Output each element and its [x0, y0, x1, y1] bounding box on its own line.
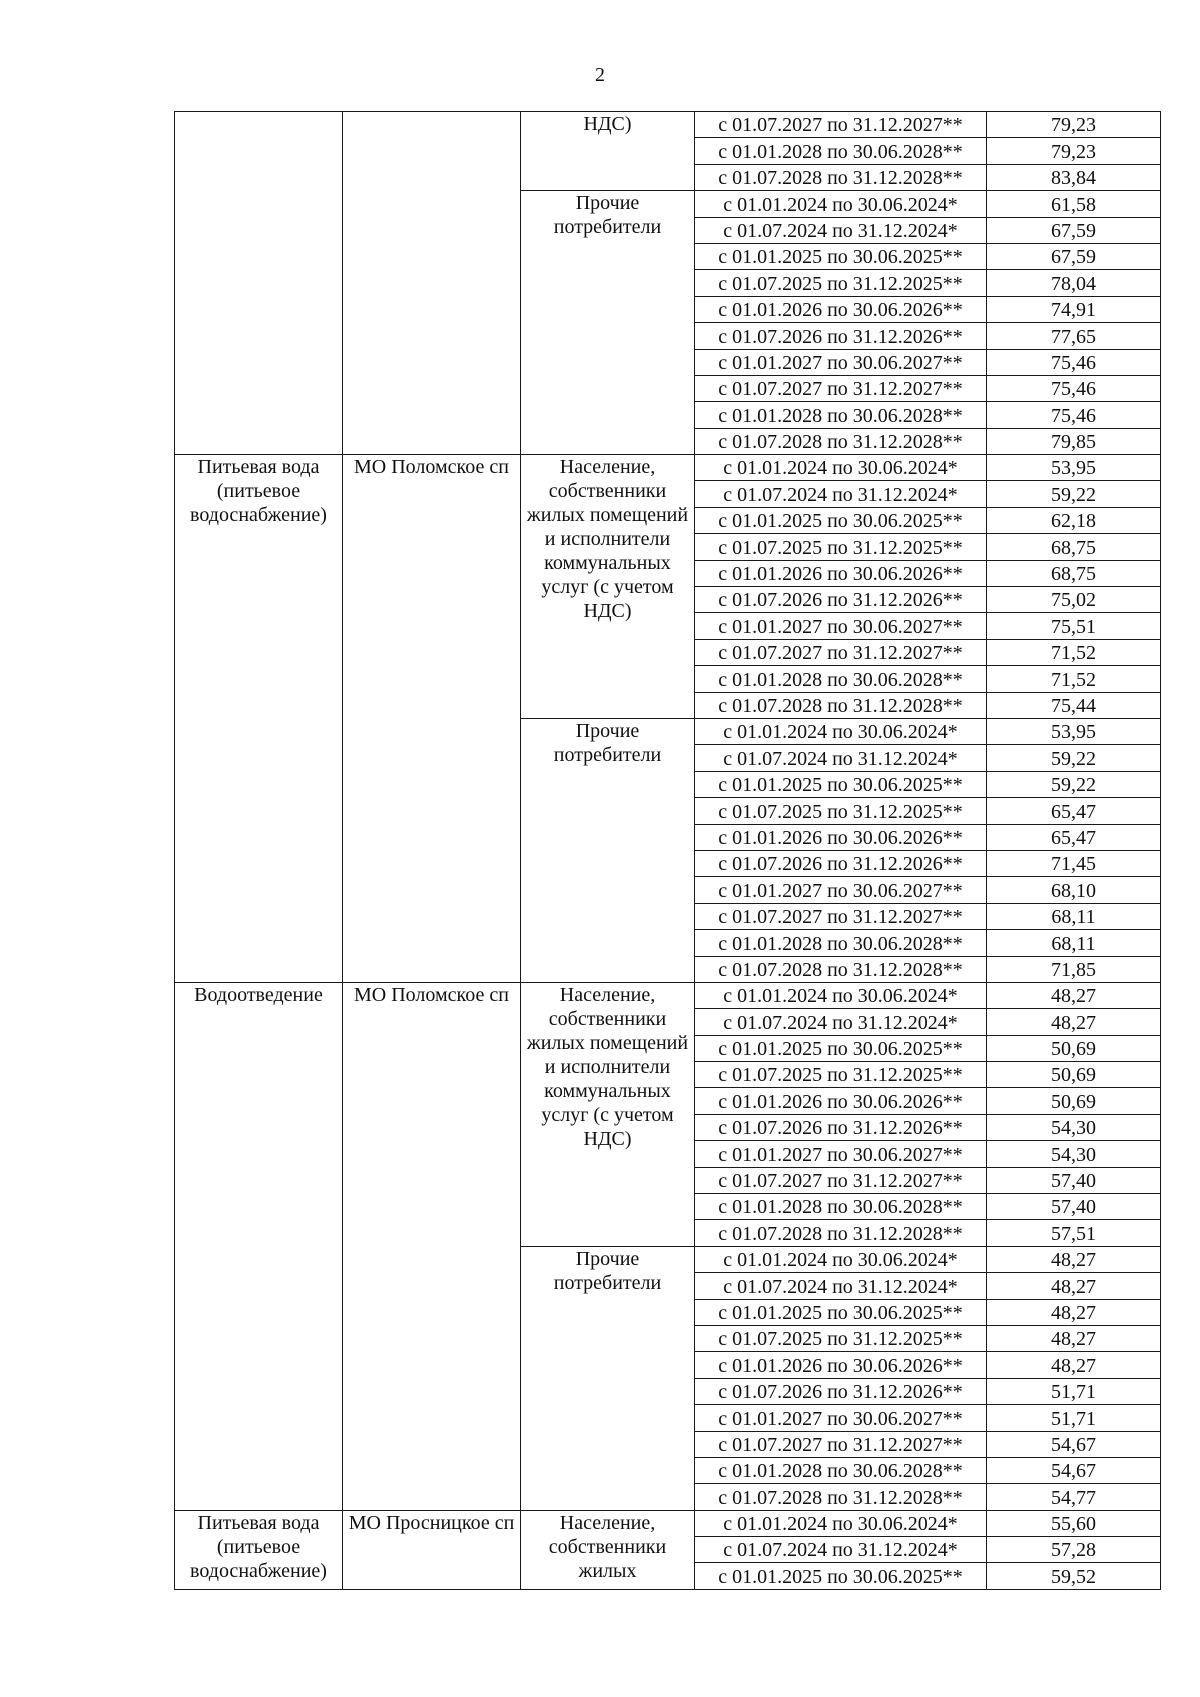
rate-cell: 71,52: [987, 666, 1161, 692]
rate-cell: 75,46: [987, 349, 1161, 375]
consumer-group-cell: Прочие потребители: [521, 718, 695, 982]
period-cell: с 01.07.2024 по 31.12.2024*: [695, 1537, 987, 1563]
rate-cell: 68,11: [987, 930, 1161, 956]
rate-cell: 75,02: [987, 587, 1161, 613]
period-cell: с 01.01.2027 по 30.06.2027**: [695, 877, 987, 903]
period-cell: с 01.07.2027 по 31.12.2027**: [695, 1167, 987, 1193]
period-cell: с 01.07.2028 по 31.12.2028**: [695, 692, 987, 718]
rate-cell: 48,27: [987, 1009, 1161, 1035]
table-row: [175, 982, 1161, 1008]
period-cell: с 01.01.2028 по 30.06.2028**: [695, 138, 987, 164]
rate-cell: 55,60: [987, 1510, 1161, 1536]
period-cell: с 01.07.2024 по 31.12.2024*: [695, 217, 987, 243]
rate-cell: 77,65: [987, 323, 1161, 349]
tariff-table: [174, 111, 1161, 1590]
period-cell: с 01.07.2024 по 31.12.2024*: [695, 1273, 987, 1299]
rate-cell: 53,95: [987, 718, 1161, 744]
rate-cell: 48,27: [987, 1352, 1161, 1378]
rate-cell: 68,10: [987, 877, 1161, 903]
period-cell: с 01.07.2025 по 31.12.2025**: [695, 1325, 987, 1351]
rate-cell: 59,22: [987, 771, 1161, 797]
rate-cell: 79,23: [987, 138, 1161, 164]
period-cell: с 01.01.2025 по 30.06.2025**: [695, 1299, 987, 1325]
rate-cell: 48,27: [987, 982, 1161, 1008]
rate-cell: 59,22: [987, 745, 1161, 771]
rate-cell: 67,59: [987, 217, 1161, 243]
rate-cell: 71,85: [987, 956, 1161, 982]
rate-cell: 68,75: [987, 560, 1161, 586]
period-cell: с 01.07.2026 по 31.12.2026**: [695, 850, 987, 876]
period-cell: с 01.07.2025 по 31.12.2025**: [695, 270, 987, 296]
period-cell: с 01.01.2028 по 30.06.2028**: [695, 402, 987, 428]
rate-cell: 75,46: [987, 402, 1161, 428]
period-cell: с 01.07.2028 по 31.12.2028**: [695, 164, 987, 190]
period-cell: с 01.01.2027 по 30.06.2027**: [695, 349, 987, 375]
municipality-cell: [343, 112, 521, 455]
period-cell: с 01.07.2025 по 31.12.2025**: [695, 798, 987, 824]
rate-cell: 48,27: [987, 1246, 1161, 1272]
period-cell: с 01.07.2027 по 31.12.2027**: [695, 375, 987, 401]
rate-cell: 57,40: [987, 1167, 1161, 1193]
rate-cell: 79,85: [987, 428, 1161, 454]
period-cell: с 01.07.2026 по 31.12.2026**: [695, 1378, 987, 1404]
period-cell: с 01.01.2025 по 30.06.2025**: [695, 1563, 987, 1589]
period-cell: с 01.01.2024 по 30.06.2024*: [695, 455, 987, 481]
service-cell: [175, 112, 343, 455]
period-cell: с 01.07.2027 по 31.12.2027**: [695, 903, 987, 929]
rate-cell: 48,27: [987, 1299, 1161, 1325]
rate-cell: 67,59: [987, 243, 1161, 269]
rate-cell: 54,67: [987, 1431, 1161, 1457]
service-cell: Питьевая вода (питьевое водоснабжение): [175, 1510, 343, 1589]
rate-cell: 74,91: [987, 296, 1161, 322]
period-cell: с 01.01.2026 по 30.06.2026**: [695, 560, 987, 586]
period-cell: с 01.01.2024 по 30.06.2024*: [695, 718, 987, 744]
municipality-cell: МО Просницкое сп: [343, 1510, 521, 1589]
tariff-table-body: [175, 112, 1161, 1590]
rate-cell: 75,51: [987, 613, 1161, 639]
rate-cell: 61,58: [987, 191, 1161, 217]
rate-cell: 59,22: [987, 481, 1161, 507]
rate-cell: 68,11: [987, 903, 1161, 929]
rate-cell: 54,30: [987, 1114, 1161, 1140]
rate-cell: 78,04: [987, 270, 1161, 296]
rate-cell: 79,23: [987, 112, 1161, 138]
period-cell: с 01.07.2028 по 31.12.2028**: [695, 428, 987, 454]
period-cell: с 01.07.2027 по 31.12.2027**: [695, 1431, 987, 1457]
period-cell: с 01.01.2028 по 30.06.2028**: [695, 666, 987, 692]
rate-cell: 65,47: [987, 824, 1161, 850]
rate-cell: 68,75: [987, 534, 1161, 560]
rate-cell: 48,27: [987, 1273, 1161, 1299]
period-cell: с 01.07.2024 по 31.12.2024*: [695, 1009, 987, 1035]
rate-cell: 59,52: [987, 1563, 1161, 1589]
consumer-group-cell: Население, собственники жилых помещений и исполнители коммунальных услуг (с учетом НДС): [521, 455, 695, 719]
rate-cell: 71,45: [987, 850, 1161, 876]
rate-cell: 71,52: [987, 639, 1161, 665]
consumer-group-cell: Прочие потребители: [521, 191, 695, 455]
rate-cell: 57,28: [987, 1537, 1161, 1563]
period-cell: с 01.01.2028 по 30.06.2028**: [695, 1457, 987, 1483]
period-cell: с 01.01.2025 по 30.06.2025**: [695, 243, 987, 269]
period-cell: с 01.07.2024 по 31.12.2024*: [695, 481, 987, 507]
rate-cell: 57,40: [987, 1194, 1161, 1220]
rate-cell: 57,51: [987, 1220, 1161, 1246]
period-cell: с 01.07.2026 по 31.12.2026**: [695, 1114, 987, 1140]
period-cell: с 01.07.2026 по 31.12.2026**: [695, 587, 987, 613]
period-cell: с 01.01.2024 по 30.06.2024*: [695, 1246, 987, 1272]
period-cell: с 01.07.2028 по 31.12.2028**: [695, 1484, 987, 1510]
rate-cell: 62,18: [987, 507, 1161, 533]
period-cell: с 01.01.2026 по 30.06.2026**: [695, 296, 987, 322]
period-cell: с 01.07.2025 по 31.12.2025**: [695, 534, 987, 560]
municipality-cell: МО Поломское сп: [343, 455, 521, 983]
page-number: 2: [595, 64, 605, 86]
period-cell: с 01.01.2024 по 30.06.2024*: [695, 982, 987, 1008]
period-cell: с 01.07.2024 по 31.12.2024*: [695, 745, 987, 771]
service-cell: Водоотведение: [175, 982, 343, 1510]
rate-cell: 54,30: [987, 1141, 1161, 1167]
rate-cell: 51,71: [987, 1405, 1161, 1431]
period-cell: с 01.01.2025 по 30.06.2025**: [695, 507, 987, 533]
period-cell: с 01.07.2025 по 31.12.2025**: [695, 1062, 987, 1088]
rate-cell: 54,67: [987, 1457, 1161, 1483]
period-cell: с 01.01.2027 по 30.06.2027**: [695, 613, 987, 639]
period-cell: с 01.01.2026 по 30.06.2026**: [695, 1352, 987, 1378]
period-cell: с 01.01.2026 по 30.06.2026**: [695, 1088, 987, 1114]
rate-cell: 50,69: [987, 1035, 1161, 1061]
period-cell: с 01.01.2025 по 30.06.2025**: [695, 1035, 987, 1061]
rate-cell: 48,27: [987, 1325, 1161, 1351]
period-cell: с 01.01.2024 по 30.06.2024*: [695, 191, 987, 217]
period-cell: с 01.01.2025 по 30.06.2025**: [695, 771, 987, 797]
period-cell: с 01.07.2028 по 31.12.2028**: [695, 1220, 987, 1246]
rate-cell: 53,95: [987, 455, 1161, 481]
rate-cell: 75,46: [987, 375, 1161, 401]
rate-cell: 75,44: [987, 692, 1161, 718]
table-row: [175, 112, 1161, 138]
period-cell: с 01.07.2027 по 31.12.2027**: [695, 639, 987, 665]
period-cell: с 01.01.2028 по 30.06.2028**: [695, 1194, 987, 1220]
rate-cell: 50,69: [987, 1062, 1161, 1088]
period-cell: с 01.01.2026 по 30.06.2026**: [695, 824, 987, 850]
period-cell: с 01.07.2026 по 31.12.2026**: [695, 323, 987, 349]
rate-cell: 83,84: [987, 164, 1161, 190]
consumer-group-cell: Население, собственники жилых: [521, 1510, 695, 1589]
period-cell: с 01.07.2027 по 31.12.2027**: [695, 112, 987, 138]
period-cell: с 01.01.2024 по 30.06.2024*: [695, 1510, 987, 1536]
period-cell: с 01.07.2028 по 31.12.2028**: [695, 956, 987, 982]
consumer-group-cell: НДС): [521, 112, 695, 191]
municipality-cell: МО Поломское сп: [343, 982, 521, 1510]
period-cell: с 01.01.2027 по 30.06.2027**: [695, 1141, 987, 1167]
table-row: [175, 1510, 1161, 1536]
period-cell: с 01.01.2027 по 30.06.2027**: [695, 1405, 987, 1431]
consumer-group-cell: Прочие потребители: [521, 1246, 695, 1510]
table-row: [175, 455, 1161, 481]
consumer-group-cell: Население, собственники жилых помещений и исполнители коммунальных услуг (с учетом НДС): [521, 982, 695, 1246]
rate-cell: 51,71: [987, 1378, 1161, 1404]
service-cell: Питьевая вода (питьевое водоснабжение): [175, 455, 343, 983]
rate-cell: 54,77: [987, 1484, 1161, 1510]
rate-cell: 65,47: [987, 798, 1161, 824]
rate-cell: 50,69: [987, 1088, 1161, 1114]
period-cell: с 01.01.2028 по 30.06.2028**: [695, 930, 987, 956]
